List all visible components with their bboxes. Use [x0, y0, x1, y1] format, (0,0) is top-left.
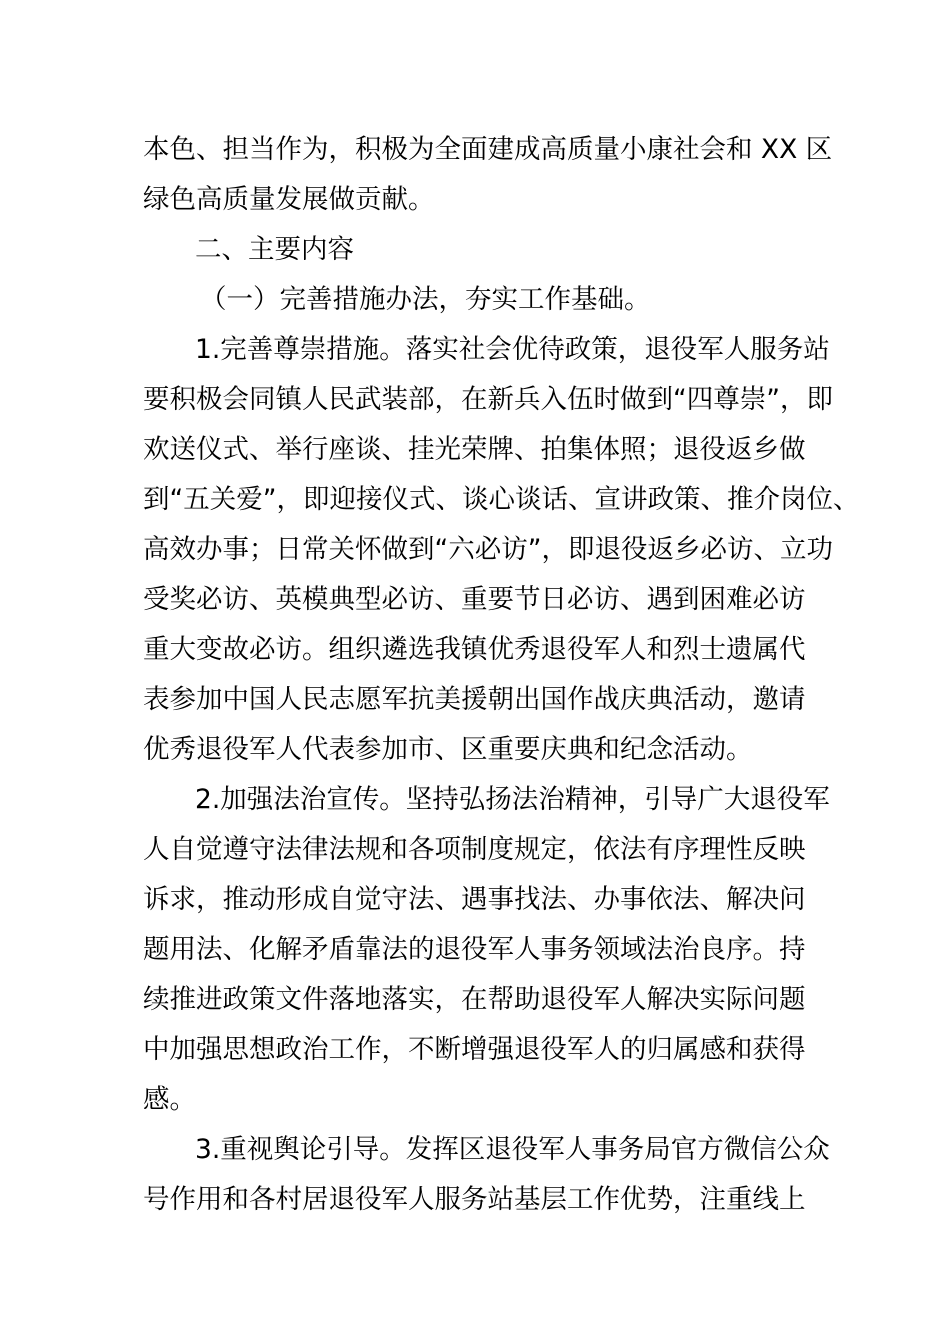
intro-line-1: 本色、担当作为，积极为全面建成高质量小康社会和 XX 区: [143, 134, 833, 165]
item2-line-4: 题用法、化解矛盾靠法的退役军人事务领域法治良序。持: [143, 934, 806, 965]
item1-line-4: 到“五关爱”，即迎接仪式、谈心谈话、宣讲政策、推介岗位、: [143, 484, 860, 515]
item2-line-5: 续推进政策文件落地落实，在帮助退役军人解决实际问题: [143, 984, 806, 1015]
subsection-heading: （一）完善措施办法，夯实工作基础。: [200, 284, 651, 315]
item1-line-8: 表参加中国人民志愿军抗美援朝出国作战庆典活动，邀请: [143, 684, 806, 715]
item1-line-9: 优秀退役军人代表参加市、区重要庆典和纪念活动。: [143, 734, 753, 765]
intro-line-2: 绿色高质量发展做贡献。: [143, 184, 435, 215]
item2-line-2: 人自觉遵守法律法规和各项制度规定，依法有序理性反映: [143, 834, 806, 865]
item2-line-6: 中加强思想政治工作，不断增强退役军人的归属感和获得: [143, 1034, 806, 1065]
item3-line-1: 3.重视舆论引导。发挥区退役军人事务局官方微信公众: [195, 1134, 830, 1165]
item2-line-1: 2.加强法治宣传。坚持弘扬法治精神，引导广大退役军: [195, 784, 830, 815]
item1-line-3: 欢送仪式、举行座谈、挂光荣牌、拍集体照；退役返乡做: [143, 434, 806, 465]
item3-line-2: 号作用和各村居退役军人服务站基层工作优势，注重线上: [143, 1184, 806, 1215]
item1-line-7: 重大变故必访。组织遴选我镇优秀退役军人和烈士遗属代: [143, 634, 806, 665]
section-heading: 二、主要内容: [195, 234, 354, 265]
item1-line-5: 高效办事；日常关怀做到“六必访”，即退役返乡必访、立功: [143, 534, 833, 565]
item2-line-3: 诉求，推动形成自觉守法、遇事找法、办事依法、解决问: [143, 884, 806, 915]
item1-line-6: 受奖必访、英模典型必访、重要节日必访、遇到困难必访: [143, 584, 806, 615]
item2-line-7: 感。: [143, 1084, 196, 1115]
item1-line-1: 1.完善尊崇措施。落实社会优待政策，退役军人服务站: [195, 334, 830, 365]
item1-line-2: 要积极会同镇人民武装部，在新兵入伍时做到“四尊崇”，即: [143, 384, 833, 415]
